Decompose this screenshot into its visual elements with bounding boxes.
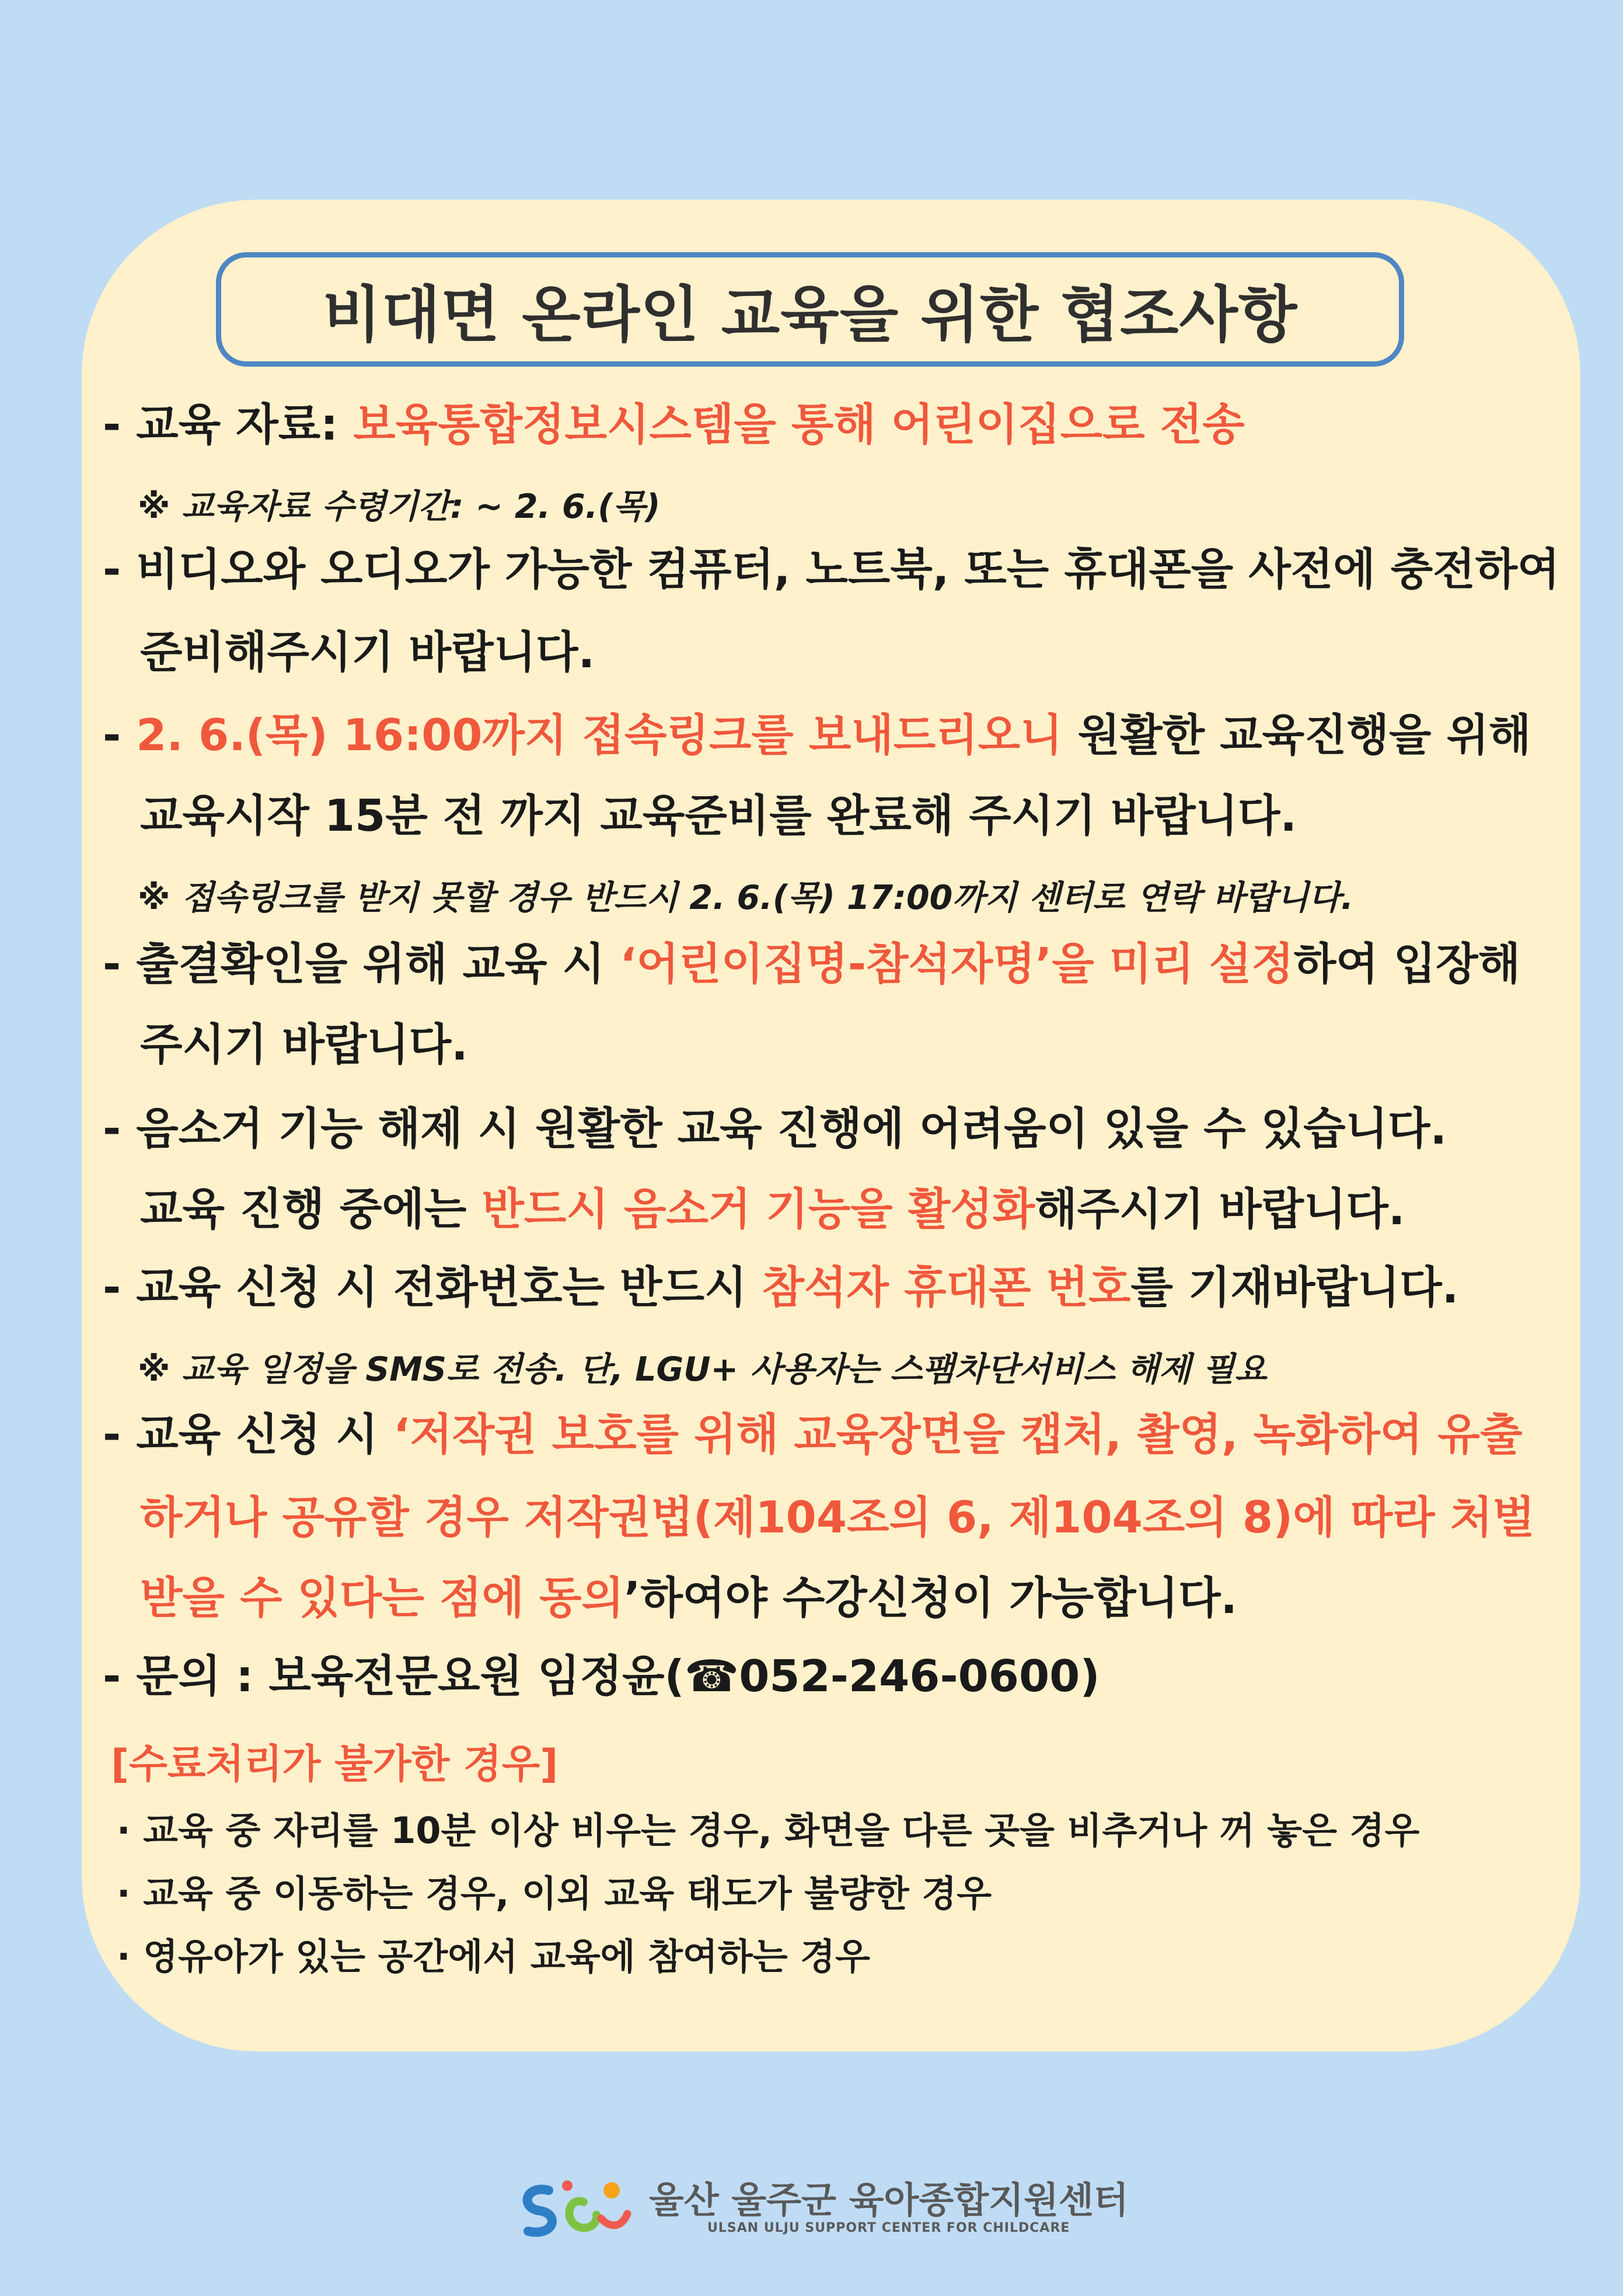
completion-bullet: · 교육 중 이동하는 경우, 이외 교육 태도가 불량한 경우 <box>117 1872 992 1915</box>
item-device: - 비디오와 오디오가 가능한 컴퓨터, 노트북, 또는 휴대폰을 사전에 충전하여 <box>103 543 1560 595</box>
center-name-en: ULSAN ULJU SUPPORT CENTER FOR CHILDCARE <box>707 2220 1070 2235</box>
title-box <box>216 252 1404 367</box>
completion-bullet: · 교육 중 자리를 10분 이상 비우는 경우, 화면을 다른 곳을 비추거나 꺼 놓은 경우 <box>117 1809 1420 1852</box>
completion-bullet: · 영유아가 있는 공간에서 교육에 참여하는 경우 <box>117 1935 871 1978</box>
item-link: - 2. 6.(목) 16:00까지 접속링크를 보내드리오니 원활한 교육진행을 위해 <box>103 709 1531 761</box>
item-link-cont: 교육시작 15분 전 까지 교육준비를 완료해 주시기 바랍니다. <box>140 790 1297 841</box>
completion-heading: [수료처리가 불가한 경우] <box>111 1741 559 1788</box>
item-copyright-cont2: 받을 수 있다는 점에 동의’하여야 수강신청이 가능합니다. <box>140 1572 1238 1623</box>
note-sms: ※ 교육 일정을 SMS로 전송. 단, LGU+ 사용자는 스팸차단서비스 해제 필요 <box>138 1350 1267 1389</box>
center-name-ko: 울산 울주군 육아종합지원센터 <box>649 2179 1129 2222</box>
item-mute-cont: 교육 진행 중에는 반드시 음소거 기능을 활성화해주시기 바랍니다. <box>140 1183 1405 1235</box>
item-mute: - 음소거 기능 해제 시 원활한 교육 진행에 어려움이 있을 수 있습니다. <box>103 1103 1447 1154</box>
item-attendance-cont: 주시기 바랍니다. <box>140 1019 468 1070</box>
item-device-cont: 준비해주시기 바랍니다. <box>140 626 595 678</box>
item-copyright-cont1: 하거나 공유할 경우 저작권법(제104조의 6, 제104조의 8)에 따라 처벌 <box>140 1492 1535 1543</box>
note-link-contact: ※ 접속링크를 받지 못할 경우 반드시 2. 6.(목) 17:00까지 센터로 연락 바랍니다. <box>138 879 1354 917</box>
item-contact: - 문의 : 보육전문요원 임정윤(☎052-246-0600) <box>103 1650 1100 1702</box>
item-attendance: - 출결확인을 위해 교육 시 ‘어린이집명-참석자명’을 미리 설정하여 입장해 <box>103 938 1521 990</box>
footer-text <box>649 2180 1129 2235</box>
item-phone: - 교육 신청 시 전화번호는 반드시 참석자 휴대폰 번호를 기재바랍니다. <box>103 1262 1459 1313</box>
center-logo-icon <box>514 2173 636 2243</box>
page-title: 비대면 온라인 교육을 위한 협조사항 <box>322 279 1298 350</box>
note-materials-period: ※ 교육자료 수령기간: ~ 2. 6.(목) <box>138 487 661 526</box>
item-copyright: - 교육 신청 시 ‘저작권 보호를 위해 교육장면을 캡처, 촬영, 녹화하여 유출 <box>103 1409 1523 1460</box>
footer <box>514 2173 1129 2243</box>
item-materials: - 교육 자료: 보육통합정보시스템을 통해 어린이집으로 전송 <box>103 399 1245 450</box>
